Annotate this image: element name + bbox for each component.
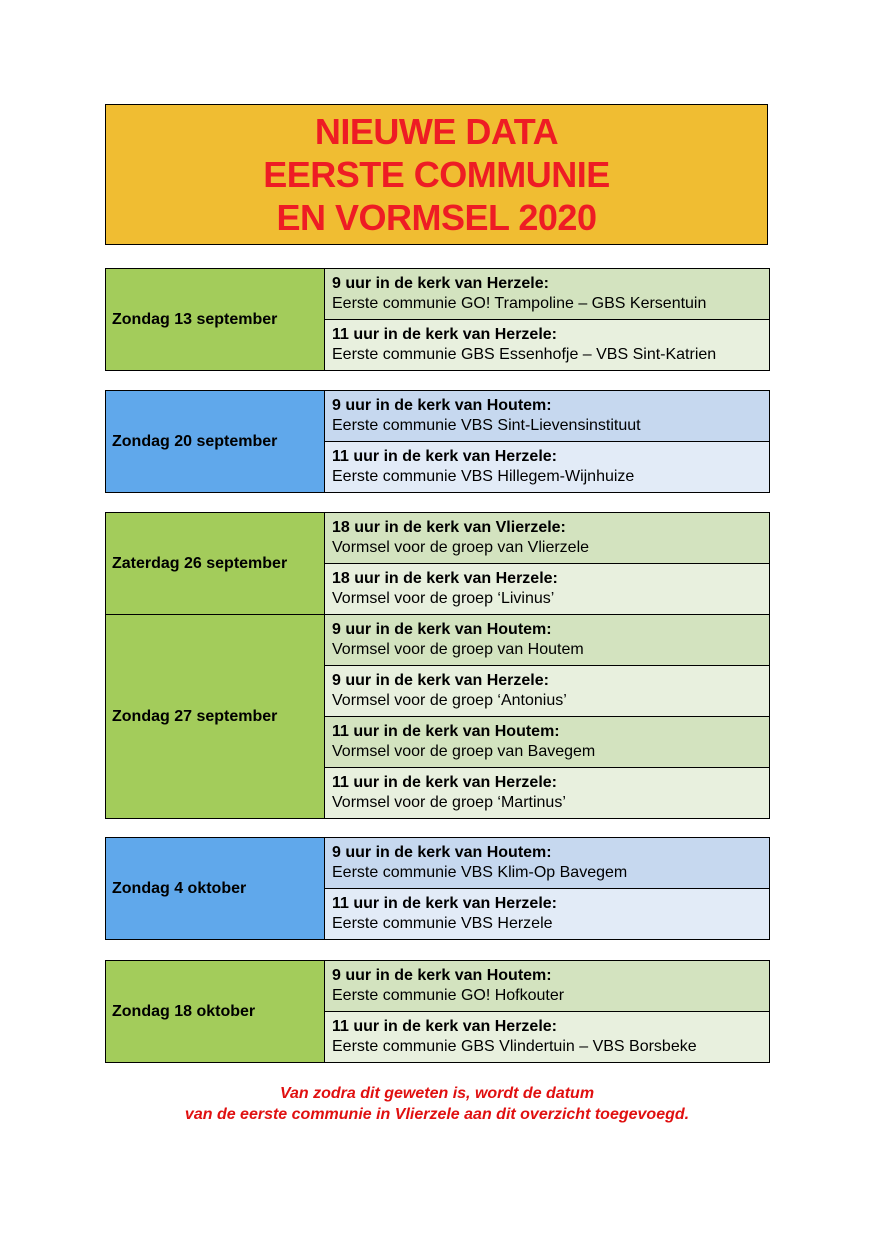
footnote — [0, 1083, 874, 1125]
slot-time-location: 11 uur in de kerk van Herzele: — [332, 774, 557, 791]
time-slot — [325, 717, 770, 768]
slot-description: Vormsel voor de groep ‘Livinus’ — [332, 590, 555, 607]
slot-time-location: 11 uur in de kerk van Herzele: — [332, 1018, 557, 1035]
footnote-line-2: van de eerste communie in Vlierzele aan dit overzicht toegevoegd. — [184, 1106, 690, 1123]
slot-time-location: 18 uur in de kerk van Herzele: — [332, 570, 558, 587]
slot-time-location: 18 uur in de kerk van Vlierzele: — [332, 519, 566, 536]
time-slot — [325, 615, 770, 666]
time-slot — [325, 269, 770, 320]
slot-description: Eerste communie VBS Sint-Lievensinstituut — [332, 417, 641, 434]
time-slot — [325, 513, 770, 564]
day-label: Zondag 4 oktober — [106, 838, 325, 940]
day-label: Zondag 27 september — [106, 615, 325, 819]
schedule-block — [105, 390, 770, 493]
slot-time-location: 9 uur in de kerk van Houtem: — [332, 397, 552, 414]
schedule-block — [105, 512, 770, 819]
day-label: Zondag 13 september — [106, 269, 325, 371]
slot-description: Vormsel voor de groep ‘Antonius’ — [332, 692, 567, 709]
day-label: Zondag 18 oktober — [106, 961, 325, 1063]
slot-time-location: 9 uur in de kerk van Herzele: — [332, 672, 549, 689]
slot-time-location: 9 uur in de kerk van Houtem: — [332, 844, 552, 861]
time-slot — [325, 391, 770, 442]
schedule-row — [106, 513, 770, 564]
schedule-block — [105, 960, 770, 1063]
slot-description: Eerste communie GBS Essenhofje – VBS Sint-Katrien — [332, 346, 717, 363]
slot-description: Vormsel voor de groep van Houtem — [332, 641, 584, 658]
time-slot — [325, 1012, 770, 1063]
slot-description: Vormsel voor de groep van Bavegem — [332, 743, 596, 760]
title-line-3: EN VORMSEL 2020 — [276, 197, 597, 238]
schedule-row — [106, 961, 770, 1012]
slot-time-location: 9 uur in de kerk van Houtem: — [332, 967, 552, 984]
time-slot — [325, 320, 770, 371]
title-banner — [105, 104, 768, 245]
time-slot — [325, 666, 770, 717]
time-slot — [325, 768, 770, 819]
slot-time-location: 11 uur in de kerk van Herzele: — [332, 448, 557, 465]
schedule-row — [106, 615, 770, 666]
title-line-1: NIEUWE DATA — [314, 111, 559, 152]
slot-description: Eerste communie VBS Klim-Op Bavegem — [332, 864, 628, 881]
slot-description: Vormsel voor de groep van Vlierzele — [332, 539, 590, 556]
time-slot — [325, 889, 770, 940]
slot-time-location: 11 uur in de kerk van Herzele: — [332, 326, 557, 343]
slot-description: Eerste communie GO! Trampoline – GBS Kersentuin — [332, 295, 707, 312]
title-line-2: EERSTE COMMUNIE — [263, 154, 610, 195]
slot-time-location: 11 uur in de kerk van Herzele: — [332, 895, 557, 912]
slot-description: Vormsel voor de groep ‘Martinus’ — [332, 794, 566, 811]
time-slot — [325, 564, 770, 615]
time-slot — [325, 961, 770, 1012]
schedule-block — [105, 837, 770, 940]
schedule-row — [106, 269, 770, 320]
day-label: Zaterdag 26 september — [106, 513, 325, 615]
time-slot — [325, 838, 770, 889]
footnote-line-1: Van zodra dit geweten is, wordt de datum — [279, 1085, 595, 1102]
schedule-row — [106, 838, 770, 889]
slot-description: Eerste communie GO! Hofkouter — [332, 987, 565, 1004]
slot-description: Eerste communie VBS Herzele — [332, 915, 553, 932]
day-label: Zondag 20 september — [106, 391, 325, 493]
schedule-row — [106, 391, 770, 442]
slot-time-location: 11 uur in de kerk van Houtem: — [332, 723, 560, 740]
slot-time-location: 9 uur in de kerk van Herzele: — [332, 275, 549, 292]
time-slot — [325, 442, 770, 493]
slot-description: Eerste communie VBS Hillegem-Wijnhuize — [332, 468, 635, 485]
schedule-block — [105, 268, 770, 371]
slot-time-location: 9 uur in de kerk van Houtem: — [332, 621, 552, 638]
slot-description: Eerste communie GBS Vlindertuin – VBS Borsbeke — [332, 1038, 697, 1055]
